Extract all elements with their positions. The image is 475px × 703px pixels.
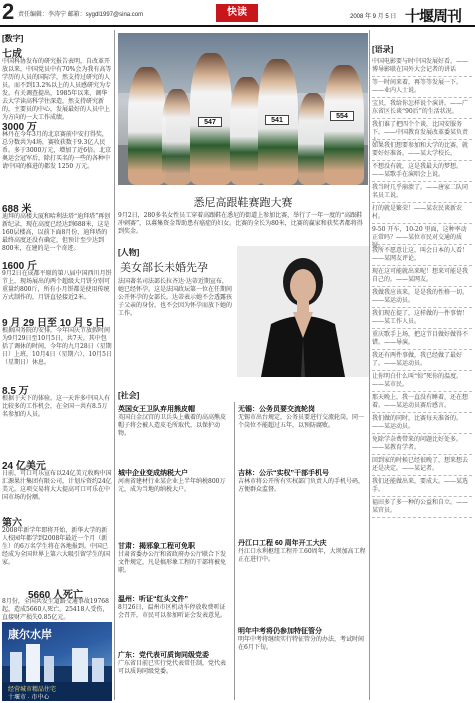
page-number: 2 [2,0,15,24]
stat-headline: 9 月 29 日至 10 月 5 日 [2,318,105,329]
quote-divider [372,118,472,119]
quote-item: 我还有两件事做，我已经做了最好了。——某运动员。 [372,352,463,367]
stat-body: 根据于天下的体验。这一天许多中国人有比较多的工作机会，在全国一共有8.5万名参加的人员。 [2,395,111,418]
quote-divider [372,223,472,224]
race-bib: 554 [330,111,354,121]
quote-divider [372,349,472,350]
news-body: 甘肃省委办公厅和省政府办公厅联合下发文件规定，凡是搞形象工程的干部将被免职。 [118,551,227,574]
column-divider-right [369,30,370,700]
news-headline: 甘肃：揭邪象工程可免职 [118,543,195,550]
stat-headline: 3000 万 [2,122,38,133]
quote-divider [372,433,472,434]
main-story-body: 9月2日，280多名女性员工穿着高跟鞋在悉尼的街道上参加比赛，举行了一年一度的“高跟鞋冲刺赛”，以募集资金帮助患有癌症的妇女。比赛的全长为80米，比赛的赢家和获奖者都将得到奖金。 [118,212,363,235]
person-tag: [人物] [118,248,140,257]
portrait-graphic [237,246,369,377]
paper-logo: 十堰周刊 [405,7,462,25]
portrait-photo [237,246,369,377]
quote-item: 宝贝，我给你怎样说个演讲。——广东省区长谈“90后”的生活状况。 [372,100,469,115]
stat-body: 中国科协发布的研究报告表明，自改革开放以来，中国党员中有70%会为我有高等学历的人员的国际学，然支持过研究的人员。而不到13.2%以上的人员感研究为专发。有关调查提出，1985年以来，调华去大学读高科学往深造，然支持研究新的，主要员的中心，发展最好的人员中上为方向的一大工作成绩。 [2,58,112,121]
quote-divider [372,496,472,497]
news-body: 8月26日，温州市区机动车停放收费听证会召开，市民可以参加听证会发表意见。 [118,604,227,619]
stat-headline: 1600 斤 [2,261,38,272]
marathon-photo [118,33,368,185]
page-header [0,0,475,27]
quote-item: 我们现在提了，这样做的一件事情！——某工作人员。 [372,310,469,325]
news-headline: 明年中考将仍参加特征管分 [238,628,322,635]
stat-body: 日前，可口可乐宣布以24亿美元收购中国汇源果汁集团有限公司，计划斥资约24亿美元。这项交易将大大提高可口可乐在中国市场的份额。 [2,470,112,501]
quote-item: 我们做的同时，比赛每天准备的。——某运动员。 [372,415,463,430]
quote-item: 回到家的时候已经很晚了，想来想去还是决定。——某记者。 [372,457,469,472]
quote-divider [372,160,472,161]
news-headline: 丹江口工程 60 周年开工大庆 [238,540,327,547]
stat-body: 林丹在今年3月的北京赛前中安打得奖，总分数共为4场，赛收获数于9.3亿人民币。多于3000万元，增加了近6倍。北京奥运会冠军后，除打买名的一些的各种中请中国的推进的都发 1250 万元。 [2,131,112,170]
main-caption: 悉尼高跟鞋赛跑大赛 [193,196,293,209]
quote-divider [372,265,472,266]
quote-item: 免除学杂费带来的问题比好处多。——某教育学者。 [372,436,463,451]
section-tag: 快读 [216,4,258,22]
person-body: 法国著名司法部长拉齐达·达蒂近期宣布，她已经怀孕。这是法国政坛第一位在任期间公开怀孕的女部长。达蒂表示她不会透露孩子父亲的身份，也不会因为怀孕而放下她的工作。 [118,278,233,317]
news-headline: 广东：党代表可质询同级党委 [118,652,209,659]
news-body: 丹江口水利枢纽工程开工60周年，大坝加高工程正在进行中。 [238,548,366,563]
stat-headline: 第六 [2,518,22,529]
news-body: 无锡市出台规定，公务员要进行交流轮岗，同一个岗位不能超过五年，以预防腐败。 [238,414,365,429]
quote-divider [372,391,472,392]
stat-headline: 5660 人死亡 [28,590,84,601]
editor-meta: 责任编辑：李涛宁 邮箱：sygdl1997@sina.com [18,12,144,18]
news-body: 吉林市将公开所有实权部门负责人的手机号码，方便群众监督。 [238,478,365,493]
quote-item: 我所不愿意让这，叫会日本的人看！——某网友评论。 [372,247,469,262]
stat-body: 8月份，全国共发生道路交通事故19768起，造成5660人死亡。25418人受伤，直接财产损失0.85亿元。 [2,598,109,621]
stat-headline: 8.5 万 [2,386,29,397]
quote-divider [372,370,472,371]
quote-divider [372,181,472,182]
quote-item: 我做我应该来，是是我的性格一切。——某运动员。 [372,289,469,304]
quote-item: 我当时几乎崩溃了。——唐家二队同名员工说。 [372,184,469,199]
quote-item: 让你明白什么叫“惊”死你的温度。——某市民。 [372,373,463,388]
news-body: 广东省目前已实行党代表常任制，党代表可以质询同级党委。 [118,660,227,675]
ad-location: 十堰市 · 市中心 [8,695,50,701]
issue-date: 2008 年 9 月 5 日 [350,14,397,20]
news-headline: 英国女王卫队弃用熊皮帽 [118,406,195,413]
quotes-section-title: [语录] [372,45,394,54]
quote-divider [372,97,472,98]
news-headline: 吉林：公示“实权”干部手机号 [238,470,329,477]
quote-divider [372,139,472,140]
quote-item: 福田多了多一种的公益和自立。——某官员。 [372,499,469,514]
social-tag: [社会] [118,391,140,400]
quote-divider [372,307,472,308]
quote-item: 等一时间来着，再等等发展一下。——业内人士说。 [372,79,463,94]
quote-divider [372,202,472,203]
quote-item: 9-50 开车，10-20 里面，这种率动正常吗？——某位市民对交通的质疑。 [372,226,467,249]
stat-headline: 688 米 [2,204,32,215]
stat-body: 根据国务院的安排，今年国庆节放假时间为9月29日至10月5日，共7天。其中包括了调休的时间，今年的九月28日（星期日）上班，10月4日（星期六）、10月5日（星期日）休息。 [2,327,112,366]
person-headline: 美女部长未婚先孕 [120,261,208,274]
stat-body: 9月2日在成都平原的第八届中国西川月饼节上，现场展出的两个超级大月饼分别可重量约800斤，所有小月饼都是使用传统方式制作的，月饼直径接近2米。 [2,270,112,301]
quote-divider [372,475,472,476]
race-bib: 541 [265,115,289,125]
news-headline: 无锡：公务员要交流轮岗 [238,406,315,413]
news-headline: 温州：听证“红头文件” [118,596,188,603]
quote-item: 打的就是繁荣！——某农民谈新农村。 [372,205,463,220]
quote-divider [372,412,472,413]
quote-divider [372,454,472,455]
quote-item: 我们还能做出来，要成大。——某选手。 [372,478,469,493]
stat-headline: 七成 [2,49,22,60]
quote-item: 重庆歌手上场，把这节目做好做得不错。——导演。 [372,331,469,346]
news-body: 英国白金汉宫的卫兵头上戴着的高高熊皮帽子将会被人造皮毛所取代，以保护动物。 [118,414,227,437]
quote-divider [372,328,472,329]
ad-slogan: 经营城市精品住宅 [8,687,57,693]
column-divider-center [234,402,235,700]
quote-item: 不想没有就，这是我最大的梦想。——某歌手在演唱会上说。 [372,163,463,178]
quote-item: 那天晚上，我一直没有睡着，还在想着。——某运动员赛后感言。 [372,394,469,409]
race-bib: 547 [198,117,222,127]
ad-title: 康尔水岸 [8,629,52,641]
quote-item: 中国电影要与时中国发展好看。——博导影联在国外大会记者的讲话 [372,58,469,73]
quote-divider [372,517,472,518]
left-section-title: [数字] [2,34,24,43]
news-body: 明年中考将继续实行特征管分的办法，考试时间在6月下旬。 [238,636,365,651]
stat-body: 迪拜的高楼大厦和哈利法塔“迪拜塔”再创新纪录，现在高度已经达到688米，这是160层楼高，以前下面8月份，迪拜塔的最终高度还没有确定，但预计至少达到800米，在建的是一个奇迹。 [2,213,111,252]
advertisement[interactable] [2,622,112,701]
news-headline: 城中企业变成纳税大户 [118,470,188,477]
column-divider-left [114,30,115,700]
quote-divider [372,244,472,245]
stat-headline: 24 亿美元 [2,461,46,472]
stat-body: 2008年新学年即将开始，新华大学的新人校园年都学到2008年最近一个月（新生）的6万名学生将在各地报到。中国已经成为全国世界上第六大吸引留学生的国家。 [2,527,111,566]
quote-divider [372,76,472,77]
quote-divider [372,286,472,287]
quote-item: 如果我们想要参加和大学的比赛，就要好好准备。——某大学校长。 [372,142,469,157]
quote-item: 现在这可能就出来呢！想来可能是我自己的。——某网友。 [372,268,469,283]
news-body: 河南省建材行业某企业上半年纳税800万元，成为当地的纳税大户。 [118,478,226,493]
quote-item: 我们谁了把四个个谈，比国安服务下。——中国教育发展改革委某负责人。 [372,121,469,144]
